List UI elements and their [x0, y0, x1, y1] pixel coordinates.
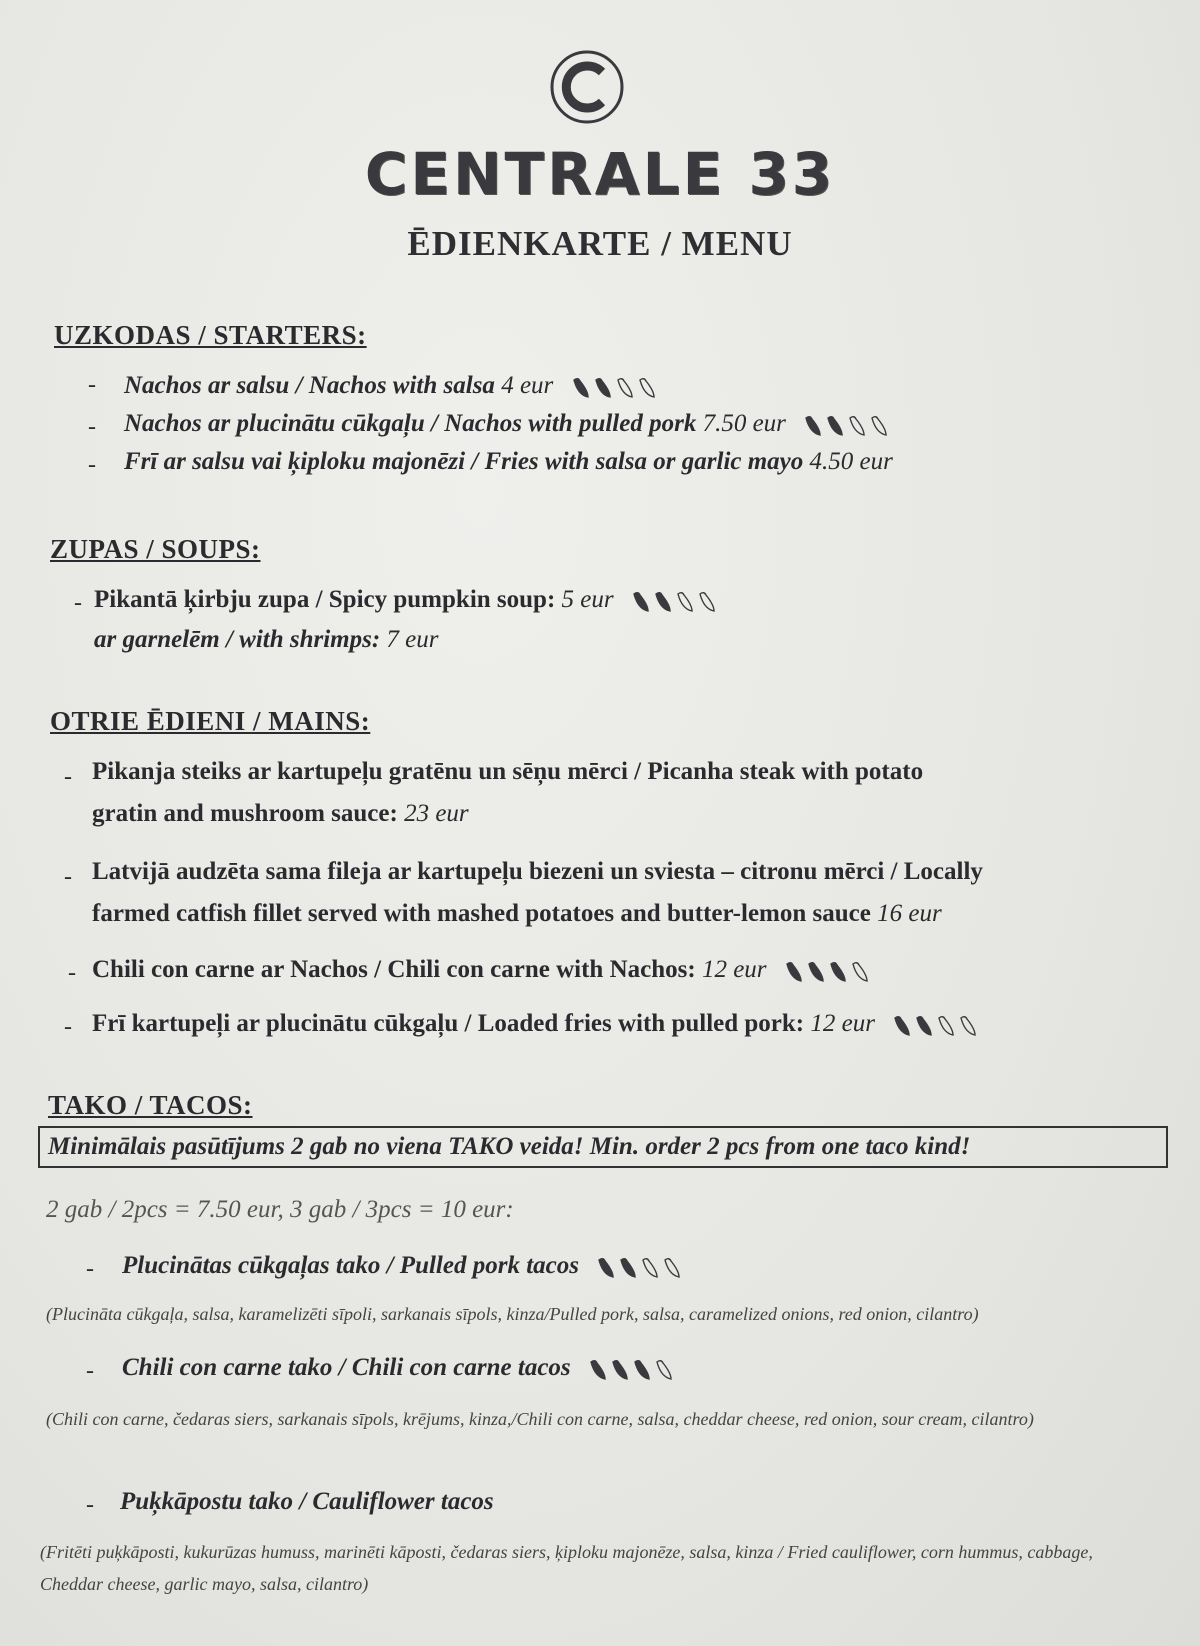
- menu-item: Pikantā ķirbju zupa / Spicy pumpkin soup: 5 eur: [94, 586, 750, 614]
- menu-item-variant: ar garnelēm / with shrimps: 7 eur: [94, 626, 439, 653]
- chili-pepper-icon: [634, 593, 648, 611]
- chili-pepper-icon: [853, 963, 867, 981]
- bullet-dash: -: [88, 372, 96, 398]
- bullet-dash: -: [64, 1014, 72, 1040]
- chili-pepper-icon: [599, 1259, 613, 1277]
- chili-pepper-icon: [621, 1259, 635, 1277]
- chili-pepper-icon: [850, 417, 864, 435]
- item-description: (Fritēti puķkāposti, kukurūzas humuss, marinēti kāposti, čedaras siers, ķiploku majonēze, salsa, kinza / Fried cauliflower, corn hummus, cabbage, Cheddar cheese, garlic mayo, salsa, cilantro): [40, 1542, 1093, 1594]
- chili-pepper-icon: [665, 1259, 679, 1277]
- chili-pepper-icon: [961, 1017, 975, 1035]
- item-description: (Plucināta cūkgaļa, salsa, karamelizēti sīpoli, sarkanais sīpols, kinza/Pulled pork, salsa, caramelized onions, red onion, cilantro): [46, 1304, 979, 1324]
- section-heading-soups: ZUPAS / SOUPS:: [50, 534, 261, 564]
- chili-pepper-icon: [831, 963, 845, 981]
- chili-pepper-icon: [618, 379, 632, 397]
- menu-item-cont: gratin and mushroom sauce: 23 eur: [92, 800, 469, 827]
- bullet-dash: -: [86, 1256, 94, 1282]
- chili-pepper-icon: [809, 963, 823, 981]
- bullet-dash: -: [68, 960, 76, 986]
- taco-pricing: 2 gab / 2pcs = 7.50 eur, 3 gab / 3pcs = 10 eur:: [46, 1196, 514, 1223]
- bullet-dash: -: [64, 764, 72, 790]
- menu-item: Puķkāpostu tako / Cauliflower tacos: [120, 1488, 494, 1515]
- menu-item: Pikanja steiks ar kartupeļu gratēnu un sēņu mērci / Picanha steak with potato: [92, 758, 924, 785]
- chili-pepper-icon: [917, 1017, 931, 1035]
- chili-pepper-icon: [872, 417, 886, 435]
- bullet-dash: -: [86, 1492, 94, 1518]
- chili-pepper-icon: [657, 1361, 671, 1379]
- menu-item: Nachos ar plucinātu cūkgaļu / Nachos with pulled pork 7.50 eur: [124, 410, 922, 438]
- chili-pepper-icon: [656, 593, 670, 611]
- menu-item: Nachos ar salsu / Nachos with salsa 4 eur: [124, 372, 690, 400]
- menu-item: Chili con carne tako / Chili con carne tacos: [122, 1354, 707, 1382]
- menu-item: Chili con carne ar Nachos / Chili con carne with Nachos: 12 eur: [92, 956, 903, 984]
- chili-pepper-icon: [635, 1361, 649, 1379]
- bullet-dash: -: [88, 414, 96, 440]
- brand-name: CENTRALE 33: [364, 140, 836, 208]
- item-description: (Chili con carne, čedaras siers, sarkanais sīpols, krējums, kinza,/Chili con carne, salsa, cheddar cheese, red onion, sour cream, cilantro): [46, 1409, 1034, 1429]
- chili-pepper-icon: [640, 379, 654, 397]
- bullet-dash: -: [88, 452, 96, 478]
- spice-level-icon: [891, 1012, 1011, 1038]
- menu-item-cont: farmed catfish fillet served with mashed potatoes and butter-lemon sauce 16 eur: [92, 900, 942, 927]
- chili-pepper-icon: [591, 1361, 605, 1379]
- spice-level-icon: [783, 958, 903, 984]
- chili-pepper-icon: [939, 1017, 953, 1035]
- chili-pepper-icon: [700, 593, 714, 611]
- spice-level-icon: [630, 588, 750, 614]
- centrale-logo: [548, 48, 626, 126]
- chili-pepper-icon: [806, 417, 820, 435]
- menu-item: Frī kartupeļi ar plucinātu cūkgaļu / Loaded fries with pulled pork: 12 eur: [92, 1010, 1011, 1038]
- menu-item: Plucinātas cūkgaļas tako / Pulled pork tacos: [122, 1252, 715, 1280]
- chili-pepper-icon: [596, 379, 610, 397]
- chili-pepper-icon: [787, 963, 801, 981]
- menu-title: ĒDIENKARTE / MENU: [407, 224, 793, 263]
- spice-level-icon: [587, 1356, 707, 1382]
- chili-pepper-icon: [574, 379, 588, 397]
- chili-pepper-icon: [613, 1361, 627, 1379]
- chili-pepper-icon: [895, 1017, 909, 1035]
- min-order-notice: Minimālais pasūtījums 2 gab no viena TAKO veida! Min. order 2 pcs from one taco kind!: [38, 1126, 1168, 1168]
- bullet-dash: -: [86, 1358, 94, 1384]
- chili-pepper-icon: [828, 417, 842, 435]
- bullet-dash: -: [74, 590, 82, 616]
- menu-item: Frī ar salsu vai ķiploku majonēzi / Fries with salsa or garlic mayo 4.50 eur: [124, 448, 893, 475]
- spice-level-icon: [570, 374, 690, 400]
- chili-pepper-icon: [678, 593, 692, 611]
- section-heading-starters: UZKODAS / STARTERS:: [54, 320, 367, 350]
- section-heading-mains: OTRIE ĒDIENI / MAINS:: [50, 706, 371, 736]
- section-heading-tacos: TAKO / TACOS:: [48, 1090, 253, 1120]
- menu-item: Latvijā audzēta sama fileja ar kartupeļu biezeni un sviesta – citronu mērci / Locally: [92, 858, 983, 885]
- spice-level-icon: [802, 412, 922, 438]
- chili-pepper-icon: [643, 1259, 657, 1277]
- spice-level-icon: [595, 1254, 715, 1280]
- bullet-dash: -: [64, 864, 72, 890]
